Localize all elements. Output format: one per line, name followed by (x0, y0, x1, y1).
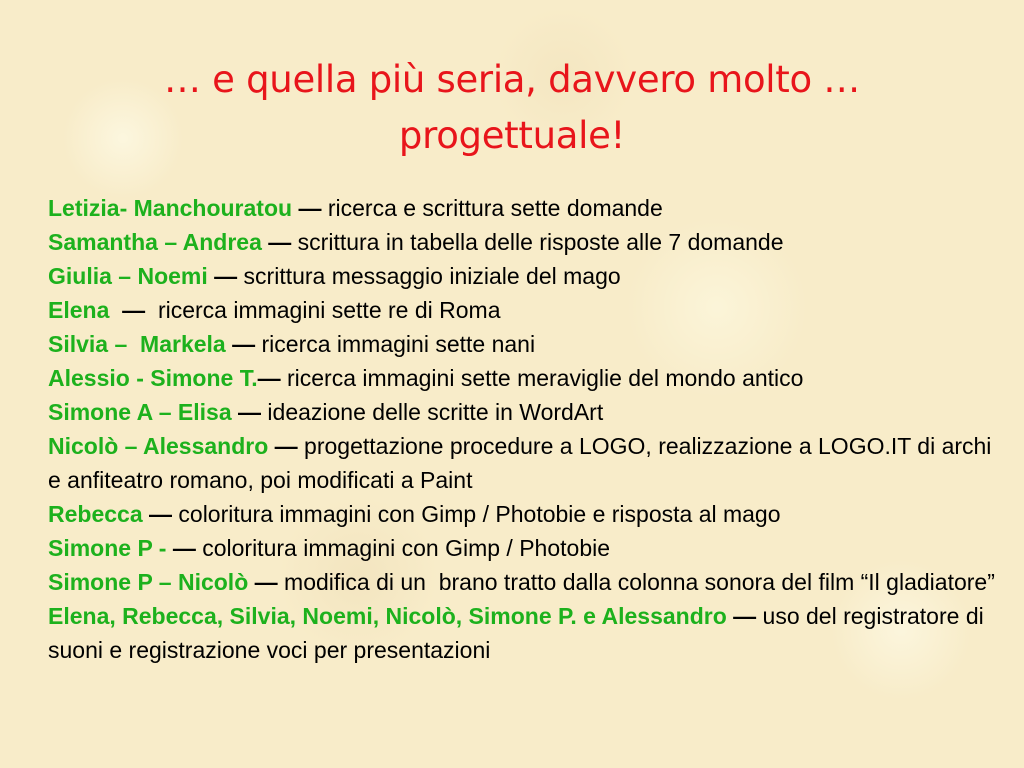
task-item (48, 599, 998, 667)
slide-title-line-1: … e quella più seria, davvero molto … (164, 58, 860, 101)
task-separator: — (261, 229, 298, 255)
task-item (48, 429, 998, 497)
task-list (48, 191, 998, 667)
task-description: ideazione delle scritte in WordArt (267, 399, 604, 425)
task-item (48, 497, 998, 531)
task-item (48, 293, 998, 327)
task-item (48, 395, 998, 429)
task-item (48, 565, 998, 599)
task-names: Samantha – Andrea (48, 229, 262, 255)
task-description: ricerca immagini sette nani (261, 331, 536, 357)
task-item (48, 259, 998, 293)
task-item (48, 361, 998, 395)
slide-title (40, 52, 984, 164)
task-separator: — (142, 501, 179, 527)
task-separator: — (166, 535, 203, 561)
task-item (48, 191, 998, 225)
task-separator: — (207, 263, 244, 289)
task-names: Alessio - Simone T. (48, 365, 258, 391)
task-description: scrittura in tabella delle risposte alle 7 domande (297, 229, 784, 255)
task-item (48, 327, 998, 361)
task-separator: — (248, 569, 285, 595)
task-item (48, 225, 998, 259)
task-separator: — (225, 331, 262, 357)
task-item (48, 531, 998, 565)
task-description: modifica di un brano tratto dalla colonna sonora del film “Il gladiatore” (284, 569, 995, 595)
task-names: Elena (48, 297, 110, 323)
task-description: progettazione procedure a LOGO, realizzazione a LOGO.IT di archi e anfiteatro romano, poi modificati a Paint (48, 433, 992, 493)
task-description: ricerca e scrittura sette domande (327, 195, 663, 221)
task-names: Simone A – Elisa (48, 399, 232, 425)
task-names: Rebecca (48, 501, 143, 527)
task-names: Letizia- Manchouratou (48, 195, 293, 221)
task-description: ricerca immagini sette meraviglie del mondo antico (287, 365, 804, 391)
task-separator: — (257, 365, 287, 391)
task-description: uso del registratore di suoni e registrazione voci per presentazioni (48, 603, 984, 663)
task-description: coloritura immagini con Gimp / Photobie e risposta al mago (178, 501, 781, 527)
task-names: Silvia – Markela (48, 331, 226, 357)
task-description: ricerca immagini sette re di Roma (157, 297, 501, 323)
task-names: Simone P - (48, 535, 167, 561)
task-names: Elena, Rebecca, Silvia, Noemi, Nicolò, Simone P. e Alessandro (48, 603, 727, 629)
slide-title-line-2: progettuale! (398, 114, 626, 157)
task-names: Simone P – Nicolò (48, 569, 249, 595)
task-names: Nicolò – Alessandro (48, 433, 269, 459)
task-description: coloritura immagini con Gimp / Photobie (202, 535, 611, 561)
task-separator: — (726, 603, 763, 629)
task-description: scrittura messaggio iniziale del mago (243, 263, 621, 289)
task-separator: — (231, 399, 268, 425)
task-separator: — (268, 433, 305, 459)
task-separator: — (292, 195, 328, 221)
task-names: Giulia – Noemi (48, 263, 208, 289)
task-separator: — (109, 297, 158, 323)
